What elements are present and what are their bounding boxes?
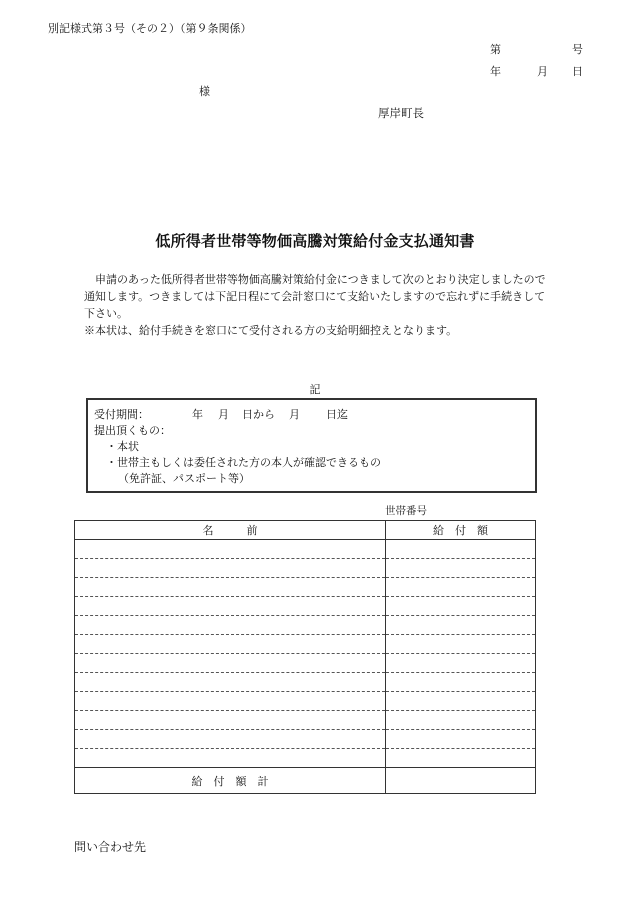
- body-paragraph-1: 申請のあった低所得者世帯等物価高騰対策給付金につきまして次のとおり決定しましたので通知します。つきましては下記日程にて会計窓口にて支給いたしますので忘れずに手続きして下さい。: [84, 273, 546, 320]
- table-row: [75, 730, 536, 749]
- table-row: [75, 578, 536, 597]
- name-cell[interactable]: [75, 597, 386, 616]
- household-number-label: 世帯番号: [385, 505, 427, 517]
- table-row: [75, 616, 536, 635]
- issuer: 厚岸町長: [378, 106, 424, 120]
- amount-cell[interactable]: [386, 749, 536, 768]
- amount-cell[interactable]: [386, 635, 536, 654]
- amount-cell[interactable]: [386, 540, 536, 559]
- payment-table: [74, 520, 536, 794]
- total-row: [75, 768, 536, 794]
- period-label: 受付期間：: [94, 408, 149, 421]
- period-month: 月: [218, 408, 229, 421]
- name-cell[interactable]: [75, 559, 386, 578]
- table-row: [75, 692, 536, 711]
- document-number-suffix: 号: [572, 43, 583, 56]
- addressee-suffix: 様: [199, 85, 210, 98]
- date-month-label: 月: [537, 65, 548, 78]
- amount-cell[interactable]: [386, 654, 536, 673]
- amount-cell[interactable]: [386, 559, 536, 578]
- period-month-2: 月: [289, 408, 300, 421]
- name-cell[interactable]: [75, 654, 386, 673]
- amount-cell[interactable]: [386, 711, 536, 730]
- name-column-header-label: 名 前: [202, 524, 258, 537]
- table-row: [75, 673, 536, 692]
- table-row: [75, 559, 536, 578]
- name-cell[interactable]: [75, 540, 386, 559]
- table-row: [75, 654, 536, 673]
- name-column-header: [75, 521, 386, 540]
- ki-heading: 記: [309, 383, 321, 396]
- name-cell[interactable]: [75, 616, 386, 635]
- date-year-label: 年: [490, 65, 501, 78]
- document-number-label: 第: [490, 43, 501, 56]
- table-row: [75, 540, 536, 559]
- items-label: 提出頂くもの：: [94, 424, 171, 437]
- name-cell[interactable]: [75, 578, 386, 597]
- amount-cell[interactable]: [386, 673, 536, 692]
- body-paragraph-2: ※本状は、給付手続きを窓口にて受付される方の支給明細控えとなります。: [84, 324, 458, 337]
- amount-cell[interactable]: [386, 730, 536, 749]
- amount-cell[interactable]: [386, 578, 536, 597]
- table-row: [75, 711, 536, 730]
- name-cell[interactable]: [75, 692, 386, 711]
- period-until: 日迄: [326, 408, 348, 421]
- info-box: [86, 398, 537, 493]
- amount-cell[interactable]: [386, 597, 536, 616]
- name-cell[interactable]: [75, 730, 386, 749]
- period-from: 日から: [242, 408, 275, 421]
- amount-cell[interactable]: [386, 692, 536, 711]
- name-cell[interactable]: [75, 749, 386, 768]
- body-text: [84, 271, 554, 339]
- name-cell[interactable]: [75, 635, 386, 654]
- form-id: 別記様式第３号（その２）（第９条関係）: [48, 22, 252, 35]
- item-2-note: （免許証、パスポート等）: [118, 472, 250, 485]
- name-cell[interactable]: [75, 711, 386, 730]
- item-2: ・世帯主もしくは委任された方の本人が確認できるもの: [106, 456, 381, 469]
- name-cell[interactable]: [75, 673, 386, 692]
- total-amount-field[interactable]: [386, 768, 536, 794]
- amount-column-header: [386, 521, 536, 540]
- date-day-label: 日: [572, 65, 583, 78]
- amount-cell[interactable]: [386, 616, 536, 635]
- period-year: 年: [192, 408, 203, 421]
- amount-column-header-label: 給 付 額: [433, 524, 488, 537]
- table-row: [75, 597, 536, 616]
- table-row: [75, 635, 536, 654]
- table-row: [75, 749, 536, 768]
- contact-label: 問い合わせ先: [74, 840, 147, 854]
- item-1: ・本状: [106, 440, 139, 453]
- document-title: 低所得者世帯等物価高騰対策給付金支払通知書: [155, 232, 475, 250]
- total-label: 給 付 額 計: [75, 768, 386, 794]
